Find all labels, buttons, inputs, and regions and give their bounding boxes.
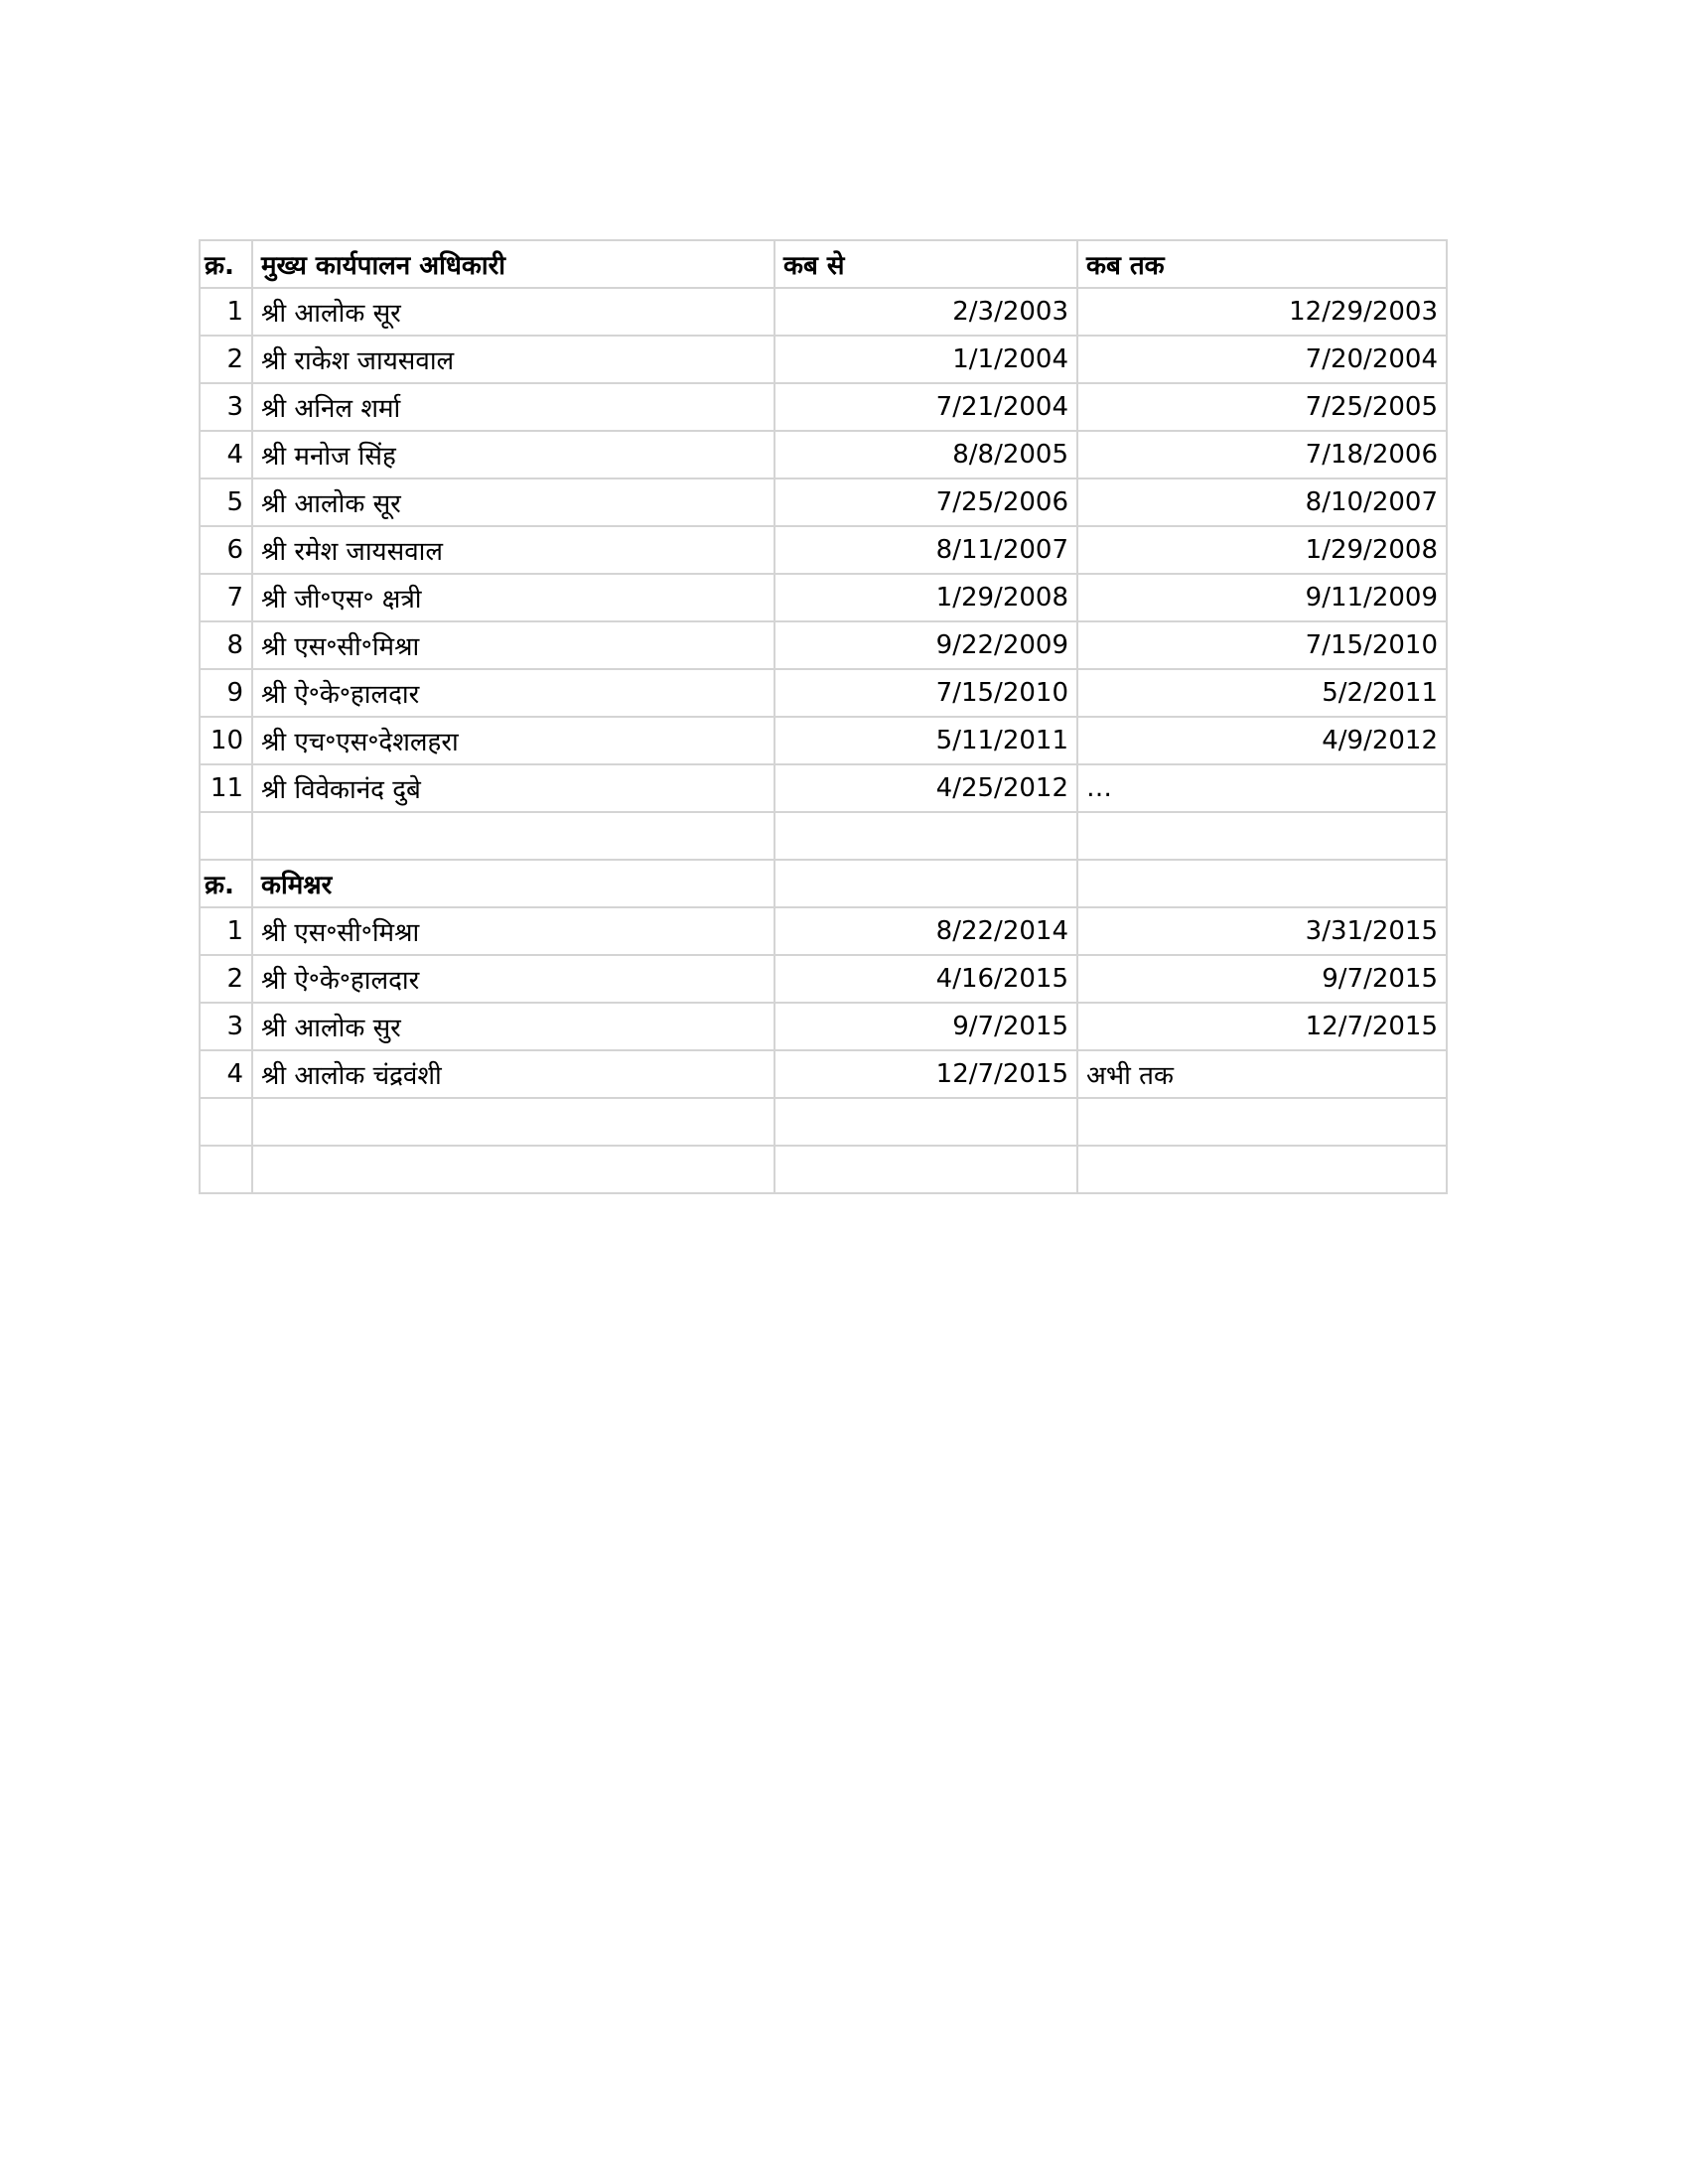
empty-cell (774, 1146, 1077, 1193)
ceo-header: मुख्य कार्यपालन अधिकारी (252, 240, 774, 288)
table-row (200, 478, 1447, 526)
to-cell: 9/7/2015 (1077, 955, 1447, 1003)
serial-cell: 11 (200, 764, 252, 812)
to-cell: 8/10/2007 (1077, 478, 1447, 526)
serial-cell: 7 (200, 574, 252, 621)
to-cell: 7/25/2005 (1077, 383, 1447, 431)
to-cell: 9/11/2009 (1077, 574, 1447, 621)
serial-cell: 4 (200, 431, 252, 478)
to-cell: अभी तक (1077, 1050, 1447, 1098)
from-cell: 7/21/2004 (774, 383, 1077, 431)
serial-cell: 3 (200, 1003, 252, 1050)
to-cell: 12/29/2003 (1077, 288, 1447, 336)
table-row (200, 669, 1447, 717)
to-cell: 1/29/2008 (1077, 526, 1447, 574)
serial-cell: 5 (200, 478, 252, 526)
name-cell: श्री एस॰सी॰मिश्रा (252, 621, 774, 669)
to-cell: 7/20/2004 (1077, 336, 1447, 383)
empty-cell (774, 1098, 1077, 1146)
table-row (200, 336, 1447, 383)
from-cell: 8/8/2005 (774, 431, 1077, 478)
from-cell: 9/7/2015 (774, 1003, 1077, 1050)
table-row (200, 1003, 1447, 1050)
to-cell: 7/15/2010 (1077, 621, 1447, 669)
empty-cell (200, 1098, 252, 1146)
serial-cell: 6 (200, 526, 252, 574)
name-cell: श्री आलोक चंद्रवंशी (252, 1050, 774, 1098)
name-cell: श्री रमेश जायसवाल (252, 526, 774, 574)
from-cell: 5/11/2011 (774, 717, 1077, 764)
to-cell: 4/9/2012 (1077, 717, 1447, 764)
table-row (200, 1050, 1447, 1098)
serial-header: क्र. (200, 240, 252, 288)
serial-cell: 9 (200, 669, 252, 717)
from-cell: 4/25/2012 (774, 764, 1077, 812)
serial-cell: 1 (200, 288, 252, 336)
from-cell: 7/25/2006 (774, 478, 1077, 526)
serial-cell: 2 (200, 955, 252, 1003)
to-cell: 3/31/2015 (1077, 907, 1447, 955)
serial-cell: 1 (200, 907, 252, 955)
name-cell: श्री ऐ॰के॰हालदार (252, 955, 774, 1003)
name-cell: श्री जी॰एस॰ क्षत्री (252, 574, 774, 621)
to-header: कब तक (1077, 240, 1447, 288)
officers-table (199, 239, 1448, 1194)
from-header (774, 860, 1077, 907)
from-cell: 12/7/2015 (774, 1050, 1077, 1098)
commissioner-header: कमिश्नर (252, 860, 774, 907)
name-cell: श्री आलोक सूर (252, 288, 774, 336)
serial-cell: 2 (200, 336, 252, 383)
table-row (200, 574, 1447, 621)
table-row (200, 383, 1447, 431)
to-cell: 12/7/2015 (1077, 1003, 1447, 1050)
table-header-row (200, 240, 1447, 288)
name-cell: श्री एस॰सी॰मिश्रा (252, 907, 774, 955)
to-cell: 7/18/2006 (1077, 431, 1447, 478)
table-row (200, 621, 1447, 669)
empty-row (200, 812, 1447, 860)
name-cell: श्री आलोक सुर (252, 1003, 774, 1050)
empty-cell (1077, 1146, 1447, 1193)
empty-cell (200, 812, 252, 860)
table-row (200, 955, 1447, 1003)
from-cell: 8/11/2007 (774, 526, 1077, 574)
empty-cell (1077, 812, 1447, 860)
serial-cell: 10 (200, 717, 252, 764)
from-cell: 4/16/2015 (774, 955, 1077, 1003)
table-row (200, 764, 1447, 812)
empty-cell (252, 1098, 774, 1146)
to-header (1077, 860, 1447, 907)
table-row (200, 431, 1447, 478)
name-cell: श्री एच॰एस॰देशलहरा (252, 717, 774, 764)
empty-cell (252, 1146, 774, 1193)
from-cell: 1/29/2008 (774, 574, 1077, 621)
serial-cell: 8 (200, 621, 252, 669)
table-header-row (200, 860, 1447, 907)
from-header: कब से (774, 240, 1077, 288)
serial-cell: 4 (200, 1050, 252, 1098)
to-cell: 5/2/2011 (1077, 669, 1447, 717)
name-cell: श्री आलोक सूर (252, 478, 774, 526)
empty-row (200, 1146, 1447, 1193)
empty-cell (200, 1146, 252, 1193)
name-cell: श्री मनोज सिंह (252, 431, 774, 478)
from-cell: 7/15/2010 (774, 669, 1077, 717)
empty-cell (252, 812, 774, 860)
serial-header: क्र. (200, 860, 252, 907)
from-cell: 9/22/2009 (774, 621, 1077, 669)
table-row (200, 717, 1447, 764)
table-row (200, 907, 1447, 955)
from-cell: 1/1/2004 (774, 336, 1077, 383)
serial-cell: 3 (200, 383, 252, 431)
table-row (200, 288, 1447, 336)
from-cell: 8/22/2014 (774, 907, 1077, 955)
table-row (200, 526, 1447, 574)
empty-cell (774, 812, 1077, 860)
name-cell: श्री ऐ॰के॰हालदार (252, 669, 774, 717)
from-cell: 2/3/2003 (774, 288, 1077, 336)
name-cell: श्री विवेकानंद दुबे (252, 764, 774, 812)
name-cell: श्री अनिल शर्मा (252, 383, 774, 431)
to-cell: … (1077, 764, 1447, 812)
empty-cell (1077, 1098, 1447, 1146)
empty-row (200, 1098, 1447, 1146)
name-cell: श्री राकेश जायसवाल (252, 336, 774, 383)
